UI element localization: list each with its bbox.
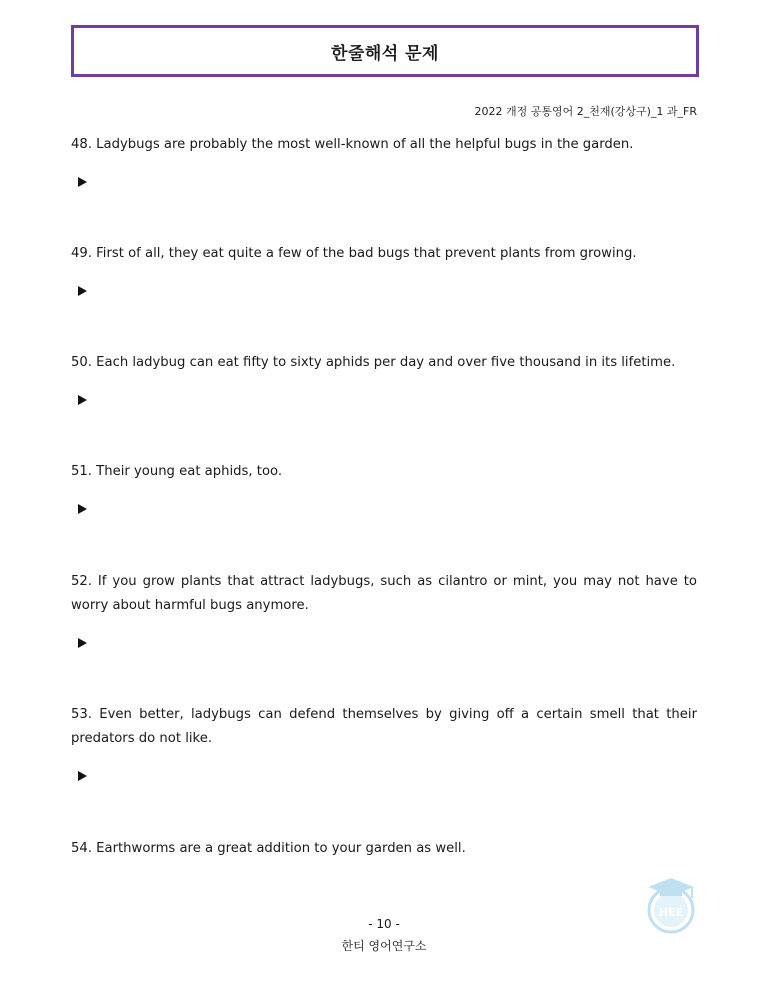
document-subtitle: 2022 개정 공통영어 2_천재(강상구)_1 과_FR — [474, 105, 697, 118]
answer-arrow-icon — [78, 395, 87, 405]
question-51: 51. Their young eat aphids, too. — [71, 464, 283, 479]
answer-arrow-icon — [78, 177, 87, 187]
graduation-cap-icon — [636, 872, 706, 942]
question-49: 49. First of all, they eat quite a few of the bad bugs that prevent plants from growing. — [71, 246, 637, 261]
question-50: 50. Each ladybug can eat fifty to sixty aphids per day and over five thousand in its lifetime. — [71, 355, 676, 370]
question-52: 52. If you grow plants that attract ladybugs, such as cilantro or mint, you may not have to worry about harmful bugs anymore. — [71, 574, 697, 613]
question-48: 48. Ladybugs are probably the most well-known of all the helpful bugs in the garden. — [71, 137, 634, 152]
answer-arrow-icon — [78, 504, 87, 514]
logo-text: HEE — [658, 906, 684, 919]
question-53: 53. Even better, ladybugs can defend themselves by giving off a certain smell that their predators do not like. — [71, 707, 697, 746]
answer-arrow-icon — [78, 638, 87, 648]
page-number: - 10 - — [368, 917, 400, 931]
footer-organization: 한티 영어연구소 — [341, 939, 427, 953]
title-box — [71, 25, 699, 77]
answer-arrow-icon — [78, 286, 87, 296]
page-title: 한줄해석 문제 — [331, 43, 439, 64]
answer-arrow-icon — [78, 771, 87, 781]
question-54: 54. Earthworms are a great addition to your garden as well. — [71, 841, 466, 856]
